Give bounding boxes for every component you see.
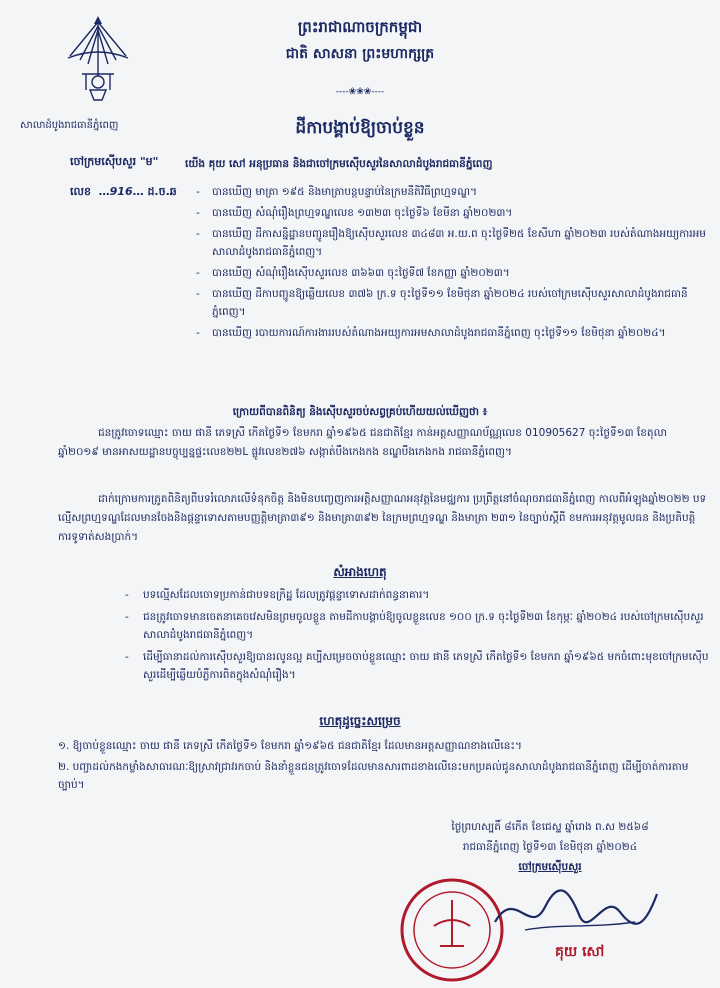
list-item: - បានឃើញ ដីកាបញ្ជូនឱ្យឆ្លើយលេខ ៣៧៦ ក្រ.ទ ចុះថ្ងៃទី១១ ខែមិថុនា ឆ្នាំ២០២៤ របស់ចៅក្រមស៊ើបសួរសាលាដំបូងរាជធានីភ្នំពេញ។ <box>196 285 706 321</box>
reference-number-suffix: ដ.ច.ឆ <box>147 185 177 198</box>
accused-paragraph: ជនត្រូវចោទឈ្មោះ ចាយ ផានី ភេទស្រី កើតថ្ងៃទី១ ខែមករា ឆ្នាំ១៩៦៥ ជនជាតិខ្មែរ កាន់អត្តសញ្ញាណប័ណ្ណលេខ 010905627 ចុះថ្ងៃទី១៣ ខែតុលា ឆ្នាំ២០១៩ មានអាសយដ្ឋានបច្ចុប្បន្នផ្ទះលេខ២២L ផ្លូវលេខ២៧៦ សង្កាត់បឹងកេងកង ខណ្ឌបឹងកេងកង រាជធានីភ្នំពេញ។ <box>58 427 667 458</box>
document-title: ដីកាបង្គាប់ឱ្យចាប់ខ្លួន <box>295 118 425 138</box>
list-item: - បានឃើញ សំណុំរឿងព្រហ្មទណ្ឌលេខ ១៣២៣ ចុះថ្ងៃទី៦ ខែមីនា ឆ្នាំ២០២៣។ <box>196 204 706 222</box>
list-item: - បានឃើញ ដីកាសន្និដ្ឋានបញ្ជូនរឿងឱ្យស៊ើបសួរលេខ ៣៤៨៣ អ.យ.ព ចុះថ្ងៃទី២៥ ខែសីហា ឆ្នាំ២០២៣ របស់តំណាងអយ្យការអមសាលាដំបូងរាជធានីភ្នំពេញ។ <box>196 225 706 261</box>
reference-number: លេខ …916… ដ.ច.ឆ <box>70 185 177 198</box>
examined-statement: ក្រោយពីបានពិនិត្យ និងស៊ើបសួរចប់សព្វគ្រប់ហើយយល់ឃើញថា ៖ <box>232 406 488 418</box>
decision-title: ហេតុដូច្នេះសម្រេច <box>319 714 401 728</box>
reference-number-value: 916 <box>109 185 133 198</box>
national-motto: ជាតិ សាសនា ព្រះមហាក្សត្រ <box>285 46 435 62</box>
list-item: ១. ឱ្យចាប់ខ្លួនឈ្មោះ ចាយ ផានី ភេទស្រី កើតថ្ងៃទី១ ខែមករា ឆ្នាំ១៩៦៥ ជនជាតិខ្មែរ ដែលមានអត្តសញ្ញាណខាងលើនេះ។ <box>58 740 522 752</box>
signer-role: ចៅក្រមស៊ើបសួរ <box>518 861 582 873</box>
signer-name: គុយ សៅ <box>555 944 605 960</box>
list-item: - ដើម្បីធានាដល់ការស៊ើបសួរឱ្យបានរលូនល្អ គប្បីសម្រេចចាប់ខ្លួនឈ្មោះ ចាយ ផានី ភេទស្រី កើតថ្ងៃទី១ ខែមករា ឆ្នាំ១៩៦៥ មកចំពោះមុខចៅក្រមស៊ើបសួរដើម្បីឆ្លើយបំភ្លឺការពិតក្នុងសំណុំរឿង។ <box>125 648 710 684</box>
considerations-list <box>196 183 706 345</box>
judge-intro: យើង គុយ សៅ អនុប្រធាន និងជាចៅក្រមស៊ើបសួរនៃសាលាដំបូងរាជធានីភ្នំពេញ <box>185 158 493 170</box>
lunar-date: ថ្ងៃព្រហស្បតិ៍ ៨កើត ខែជេស្ឋ ឆ្នាំរោង ព.ស ២៥៦៨ <box>451 821 649 833</box>
investigating-office: ចៅក្រមស៊ើបសួរ "ម" <box>70 155 159 168</box>
list-item: ២. បញ្ជាដល់កងកម្លាំងសាធារណៈឱ្យស្រាវជ្រាវរកចាប់ និងនាំខ្លួនជនត្រូវចោទដែលមានសារពាដខាងលើនេះមកប្រគល់ជូនសាលាដំបូងរាជធានីភ្នំពេញ ដើម្បីចាត់ការតាមច្បាប់។ <box>58 761 689 791</box>
reasons-list <box>125 586 710 688</box>
reference-number-label: លេខ <box>70 185 91 198</box>
list-item: - ជនត្រូវចោទមានចេតនាគេចវេសមិនព្រមចូលខ្លួន តាមដីកាបង្គាប់ឱ្យចូលខ្លួនលេខ ១០០ ក្រ.ទ ចុះថ្ងៃទី២៣ ខែកុម្ភៈ ឆ្នាំ២០២៤ របស់ចៅក្រមស៊ើបសួរសាលាដំបូងរាជធានីភ្នំពេញ។ <box>125 608 710 644</box>
charge-paragraph: ដាក់ក្រោមការត្រូតពិនិត្យពីបទរំលោភលើទំនុកចិត្ត និងមិនបញ្ចេញការអត្តិសញ្ញាណអនុវត្តនៃមជ្ឈការ ប្រព្រឹត្តនៅចំណុចរាជធានីភ្នំពេញ កាលពីអំឡុងឆ្នាំ២០២២ បទល្មើសព្រហ្មទណ្ឌដែលមានចែងនិងផ្តន្ទាទោសតាមបញ្ញត្តិមាត្រា៣៩១ និងមាត្រា៣៩២ នៃក្រមព្រហ្មទណ្ឌ និងមាត្រា ២៣១ នៃច្បាប់ស្តីពី ខមការអនុវត្តមូលធន និងប្រតិបត្តិការទូទាត់សងប្រាក់។ <box>58 493 707 543</box>
reasons-title: សំអាងហេតុ <box>333 565 387 579</box>
list-item: - បទល្មើសដែលចោទប្រកាន់ជាបទឧក្រិដ្ឋ ដែលត្រូវផ្តន្ទាទោសដាក់ពន្ធនាគារ។ <box>125 586 710 604</box>
kingdom-heading: ព្រះរាជាណាចក្រកម្ពុជា <box>297 18 423 36</box>
place-date: រាជធានីភ្នំពេញ ថ្ងៃទី១៣ ខែមិថុនា ឆ្នាំ២០២៤ <box>462 841 638 853</box>
list-item: - បានឃើញ មាត្រា ១៩៥ និងមាត្រាបន្តបន្ទាប់នៃក្រមនីតិវិធីព្រហ្មទណ្ឌ។ <box>196 183 706 201</box>
decisions-list <box>58 737 708 797</box>
list-item: - បានឃើញ របាយការណ៍ការងាររបស់តំណាងអយ្យការអមសាលាដំបូងរាជធានីភ្នំពេញ ចុះថ្ងៃទី១១ ខែមិថុនា ឆ្នាំ២០២៤។ <box>196 324 706 342</box>
court-name: សាលាដំបូងរាជធានីភ្នំពេញ <box>20 120 119 131</box>
ornament-divider: ----❀❀❀---- <box>335 87 385 97</box>
list-item: - បានឃើញ សំណុំរឿងស៊ើបសួរលេខ ៣៦៦៣ ចុះថ្ងៃទី៧ ខែកញ្ញា ឆ្នាំ២០២៣។ <box>196 264 706 282</box>
handwritten-signature-icon <box>485 882 665 942</box>
